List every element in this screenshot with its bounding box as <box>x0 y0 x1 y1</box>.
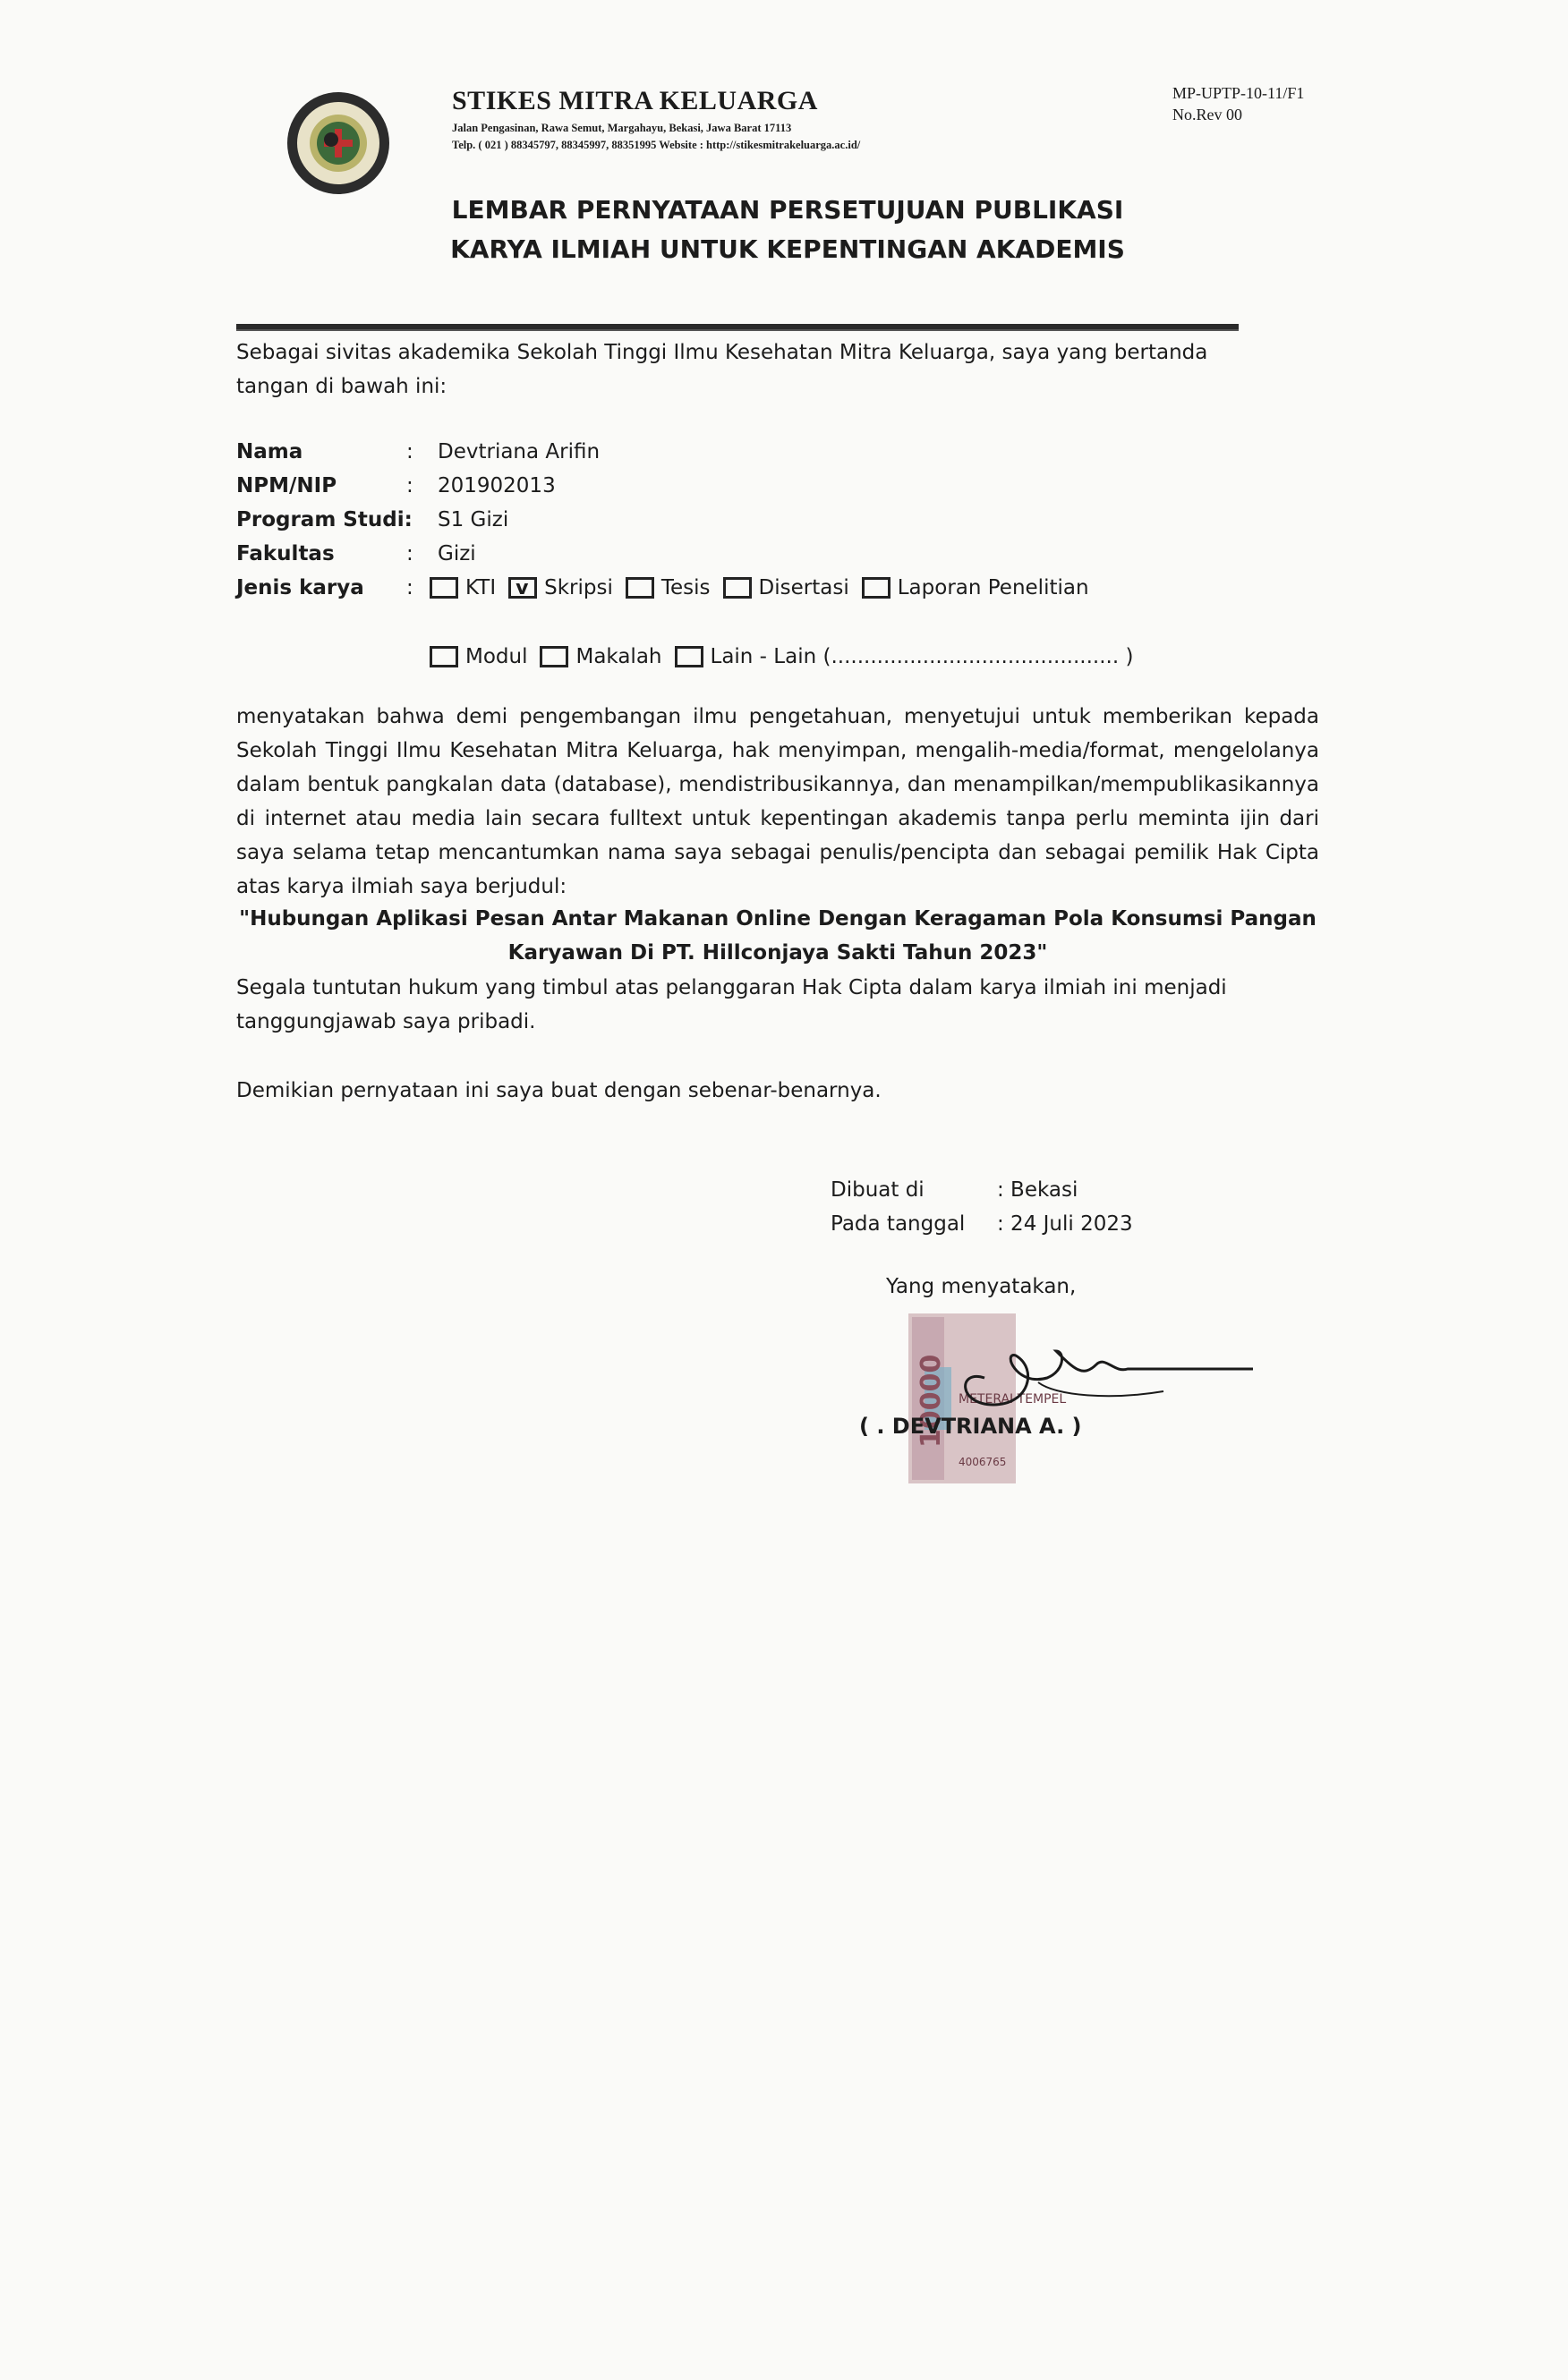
check-mark-icon: v <box>516 577 529 599</box>
institution-contact: Telp. ( 021 ) 88345797, 88345997, 88351995 Website : http://stikesmitrakeluarga.ac.id/ <box>452 139 861 151</box>
checkbox-makalah[interactable] <box>540 646 568 667</box>
intro-text: Sebagai sivitas akademika Sekolah Tinggi Ilmu Kesehatan Mitra Keluarga, saya yang bertanda tangan di bawah ini: <box>236 341 1208 398</box>
doc-revision: No.Rev 00 <box>1172 106 1242 123</box>
option-label: Makalah <box>575 645 662 668</box>
field-colon: : <box>406 440 413 463</box>
thesis-title: "Hubungan Aplikasi Pesan Antar Makanan Online Dengan Keragaman Pola Konsumsi Pangan Karyawan Di PT. Hillconjaya Sakti Tahun 2023" <box>239 907 1317 965</box>
place-label: Dibuat di <box>831 1178 925 1202</box>
karya-options-row-1 <box>430 572 1102 604</box>
checkbox-kti[interactable] <box>430 577 458 599</box>
handwritten-signature <box>931 1315 1271 1485</box>
institution-address: Jalan Pengasinan, Rawa Semut, Margahayu, Bekasi, Jawa Barat 17113 <box>452 122 792 134</box>
karya-options-row-2 <box>430 641 1146 673</box>
date-row <box>831 1208 1133 1240</box>
field-label: Program Studi: <box>236 508 413 531</box>
field-value: S1 Gizi <box>438 508 509 531</box>
option-modul[interactable] <box>430 641 527 673</box>
checkbox-disertasi[interactable] <box>723 577 752 599</box>
stamp-serial: 4006765 <box>959 1456 1007 1468</box>
field-colon: : <box>406 542 413 565</box>
field-value: Devtriana Arifin <box>438 440 601 463</box>
field-label: Jenis karya <box>236 576 364 599</box>
title-line-1: LEMBAR PERNYATAAN PERSETUJUAN PUBLIKASI <box>451 195 1124 225</box>
option-laporan[interactable] <box>862 572 1089 604</box>
statement-paragraph: menyatakan bahwa demi pengembangan ilmu pengetahuan, menyetujui untuk memberikan kepada Sekolah Tinggi Ilmu Kesehatan Mitra Keluarga, hak menyimpan, mengalih-media/format, mengelolanya dalam bentuk pangkalan data (database), mendistribusikannya, dan menampilkan/mempublikasikannya di internet atau media lain secara fulltext untuk kepentingan akademis tanpa perlu meminta ijin dari saya selama tetap mencantumkan nama saya sebagai penulis/pencipta dan sebagai pemilik Hak Cipta atas karya ilmiah saya berjudul: <box>236 705 1319 898</box>
claims-paragraph: Segala tuntutan hukum yang timbul atas pelanggaran Hak Cipta dalam karya ilmiah ini menjadi tanggungjawab saya pribadi. <box>236 976 1227 1033</box>
option-label: Modul <box>465 645 528 668</box>
field-label: NPM/NIP <box>236 474 337 497</box>
checkbox-lain[interactable] <box>675 646 703 667</box>
field-colon: : <box>406 474 413 497</box>
option-lain[interactable] <box>675 641 1134 673</box>
signatory-name: ( . DEVTRIANA A. ) <box>859 1414 1082 1439</box>
option-label: Skripsi <box>544 576 613 599</box>
date-value: : 24 Juli 2023 <box>997 1212 1133 1236</box>
option-label: Tesis <box>660 576 711 599</box>
signatory-heading: Yang menyatakan, <box>886 1275 1077 1298</box>
field-label: Fakultas <box>236 542 335 565</box>
field-label: Nama <box>236 440 303 463</box>
field-colon: : <box>406 576 413 599</box>
field-value: 201902013 <box>438 474 556 497</box>
option-disertasi[interactable] <box>723 572 849 604</box>
field-value: Gizi <box>438 542 476 565</box>
checkbox-skripsi[interactable] <box>508 577 537 599</box>
place-row <box>831 1174 1078 1206</box>
checkbox-laporan[interactable] <box>862 577 891 599</box>
institution-name: STIKES MITRA KELUARGA <box>452 86 818 115</box>
option-kti[interactable] <box>430 572 496 604</box>
doc-code-block <box>1172 82 1304 125</box>
option-label: KTI <box>465 576 497 599</box>
option-skripsi[interactable] <box>508 572 613 604</box>
place-value: : Bekasi <box>997 1178 1078 1202</box>
title-line-2: KARYA ILMIAH UNTUK KEPENTINGAN AKADEMIS <box>450 234 1125 264</box>
date-label: Pada tanggal <box>831 1212 966 1236</box>
doc-code: MP-UPTP-10-11/F1 <box>1172 84 1305 102</box>
header-divider <box>236 324 1239 331</box>
checkbox-tesis[interactable] <box>626 577 654 599</box>
option-tesis[interactable] <box>626 572 711 604</box>
checkbox-modul[interactable] <box>430 646 458 667</box>
closing-paragraph: Demikian pernyataan ini saya buat dengan sebenar-benarnya. <box>236 1079 882 1102</box>
option-makalah[interactable] <box>540 641 661 673</box>
option-label: Disertasi <box>758 576 849 599</box>
document-title <box>439 191 1137 269</box>
option-label: Lain - Lain (............................................ ) <box>710 645 1134 668</box>
institution-logo <box>285 89 392 197</box>
stamp-text: METERAI TEMPEL <box>959 1392 1067 1407</box>
option-label: Laporan Penelitian <box>897 576 1089 599</box>
stamp-value: 10000 <box>916 1354 947 1448</box>
